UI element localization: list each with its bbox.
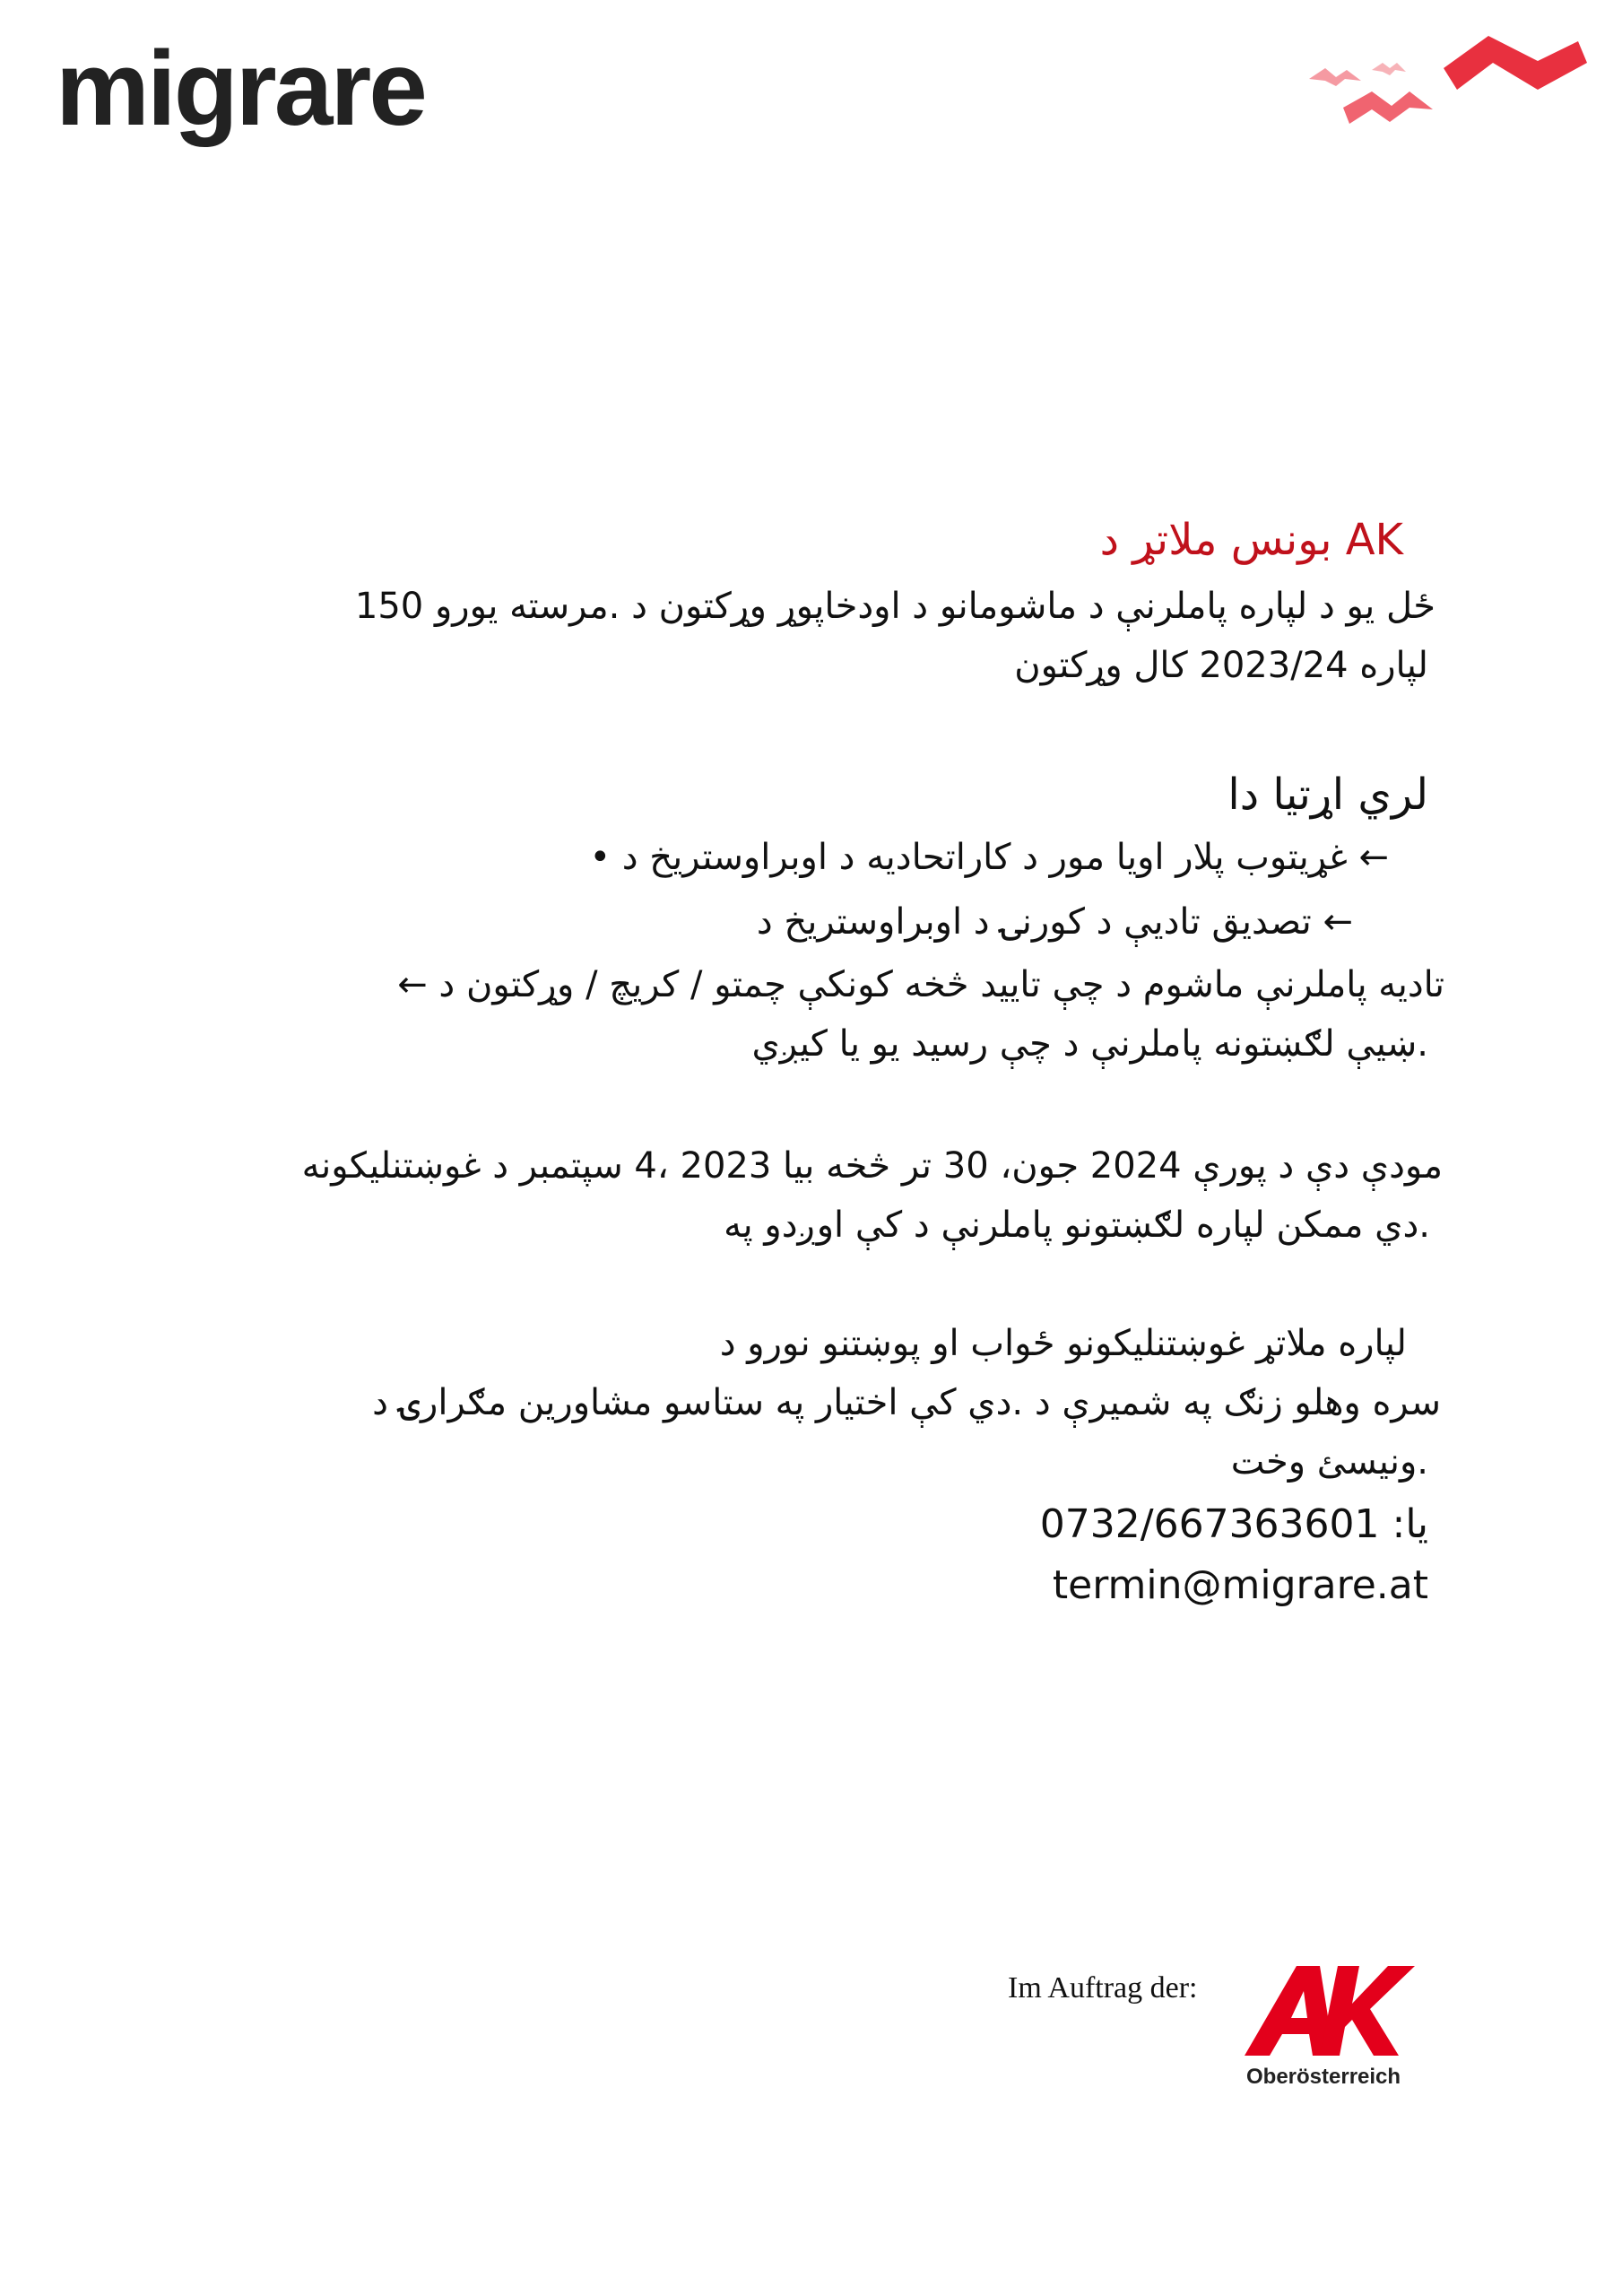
migrare-logo: migrare bbox=[56, 30, 425, 148]
requirements-heading: لري اړتيا دا bbox=[1227, 770, 1428, 820]
document-title: AK بونس ملاتړ د bbox=[1099, 515, 1403, 565]
bird-tiny-icon bbox=[1372, 63, 1406, 75]
help-line-2: سره وهلو زنګ په شميرې د .دي کې اختيار په ستاسو مشاورين مګرارۍ د bbox=[372, 1382, 1441, 1423]
deadline-line-1: مودې دې د پورې 2024 جون، 30 تر څخه بيا 2023 ،4 سپتمبر د غوښتنليکونه bbox=[301, 1145, 1443, 1187]
email-address: termin@migrare.at bbox=[1052, 1562, 1428, 1608]
requirement-item-4: .ښيې لګښتونه پاملرنې د چې رسيد يو يا کيږي bbox=[751, 1023, 1428, 1065]
intro-line-2: لپاره 2023/24 کال وړکتون bbox=[1014, 645, 1428, 686]
requirement-item-2: ← تصديق تاديې د کورنۍ د اوبراوستريخ د bbox=[756, 901, 1353, 943]
deadline-line-2: .دي ممکن لپاره لګښتونو پاملرنې د کې اوږدو په bbox=[724, 1205, 1430, 1246]
birds-icon bbox=[1309, 36, 1587, 170]
requirement-item-1: ← غړيتوب پلار اويا مور د کاراتحاديه د اوبراوستريخ د • bbox=[589, 837, 1389, 878]
bird-medium-icon bbox=[1343, 91, 1433, 124]
ak-letter-a-icon bbox=[1245, 1966, 1334, 2056]
bird-large-icon bbox=[1444, 36, 1587, 90]
commission-label: Im Auftrag der: bbox=[1008, 1971, 1198, 2005]
requirement-item-3: تاديه پاملرنې ماشوم د چې تاييد څخه کونکې چمتو / کريچ / وړکتون د ← bbox=[397, 964, 1444, 1005]
help-line-3: .ونيسئ وخت bbox=[1230, 1441, 1428, 1483]
ak-subtitle: Oberösterreich bbox=[1246, 2065, 1401, 2089]
bird-small-icon bbox=[1309, 68, 1361, 86]
ak-letter-k-icon bbox=[1320, 1966, 1415, 2056]
intro-line-1: ځل يو د لپاره پاملرنې د ماشومانو د اودخاپوړ وړکتون د .مرسته يورو 150 bbox=[354, 586, 1436, 627]
phone-number: 0732/667363601 :يا bbox=[1039, 1501, 1428, 1547]
help-line-1: لپاره ملاتړ غوښتنليکونو ځواب او پوښتنو نورو د bbox=[719, 1323, 1407, 1364]
